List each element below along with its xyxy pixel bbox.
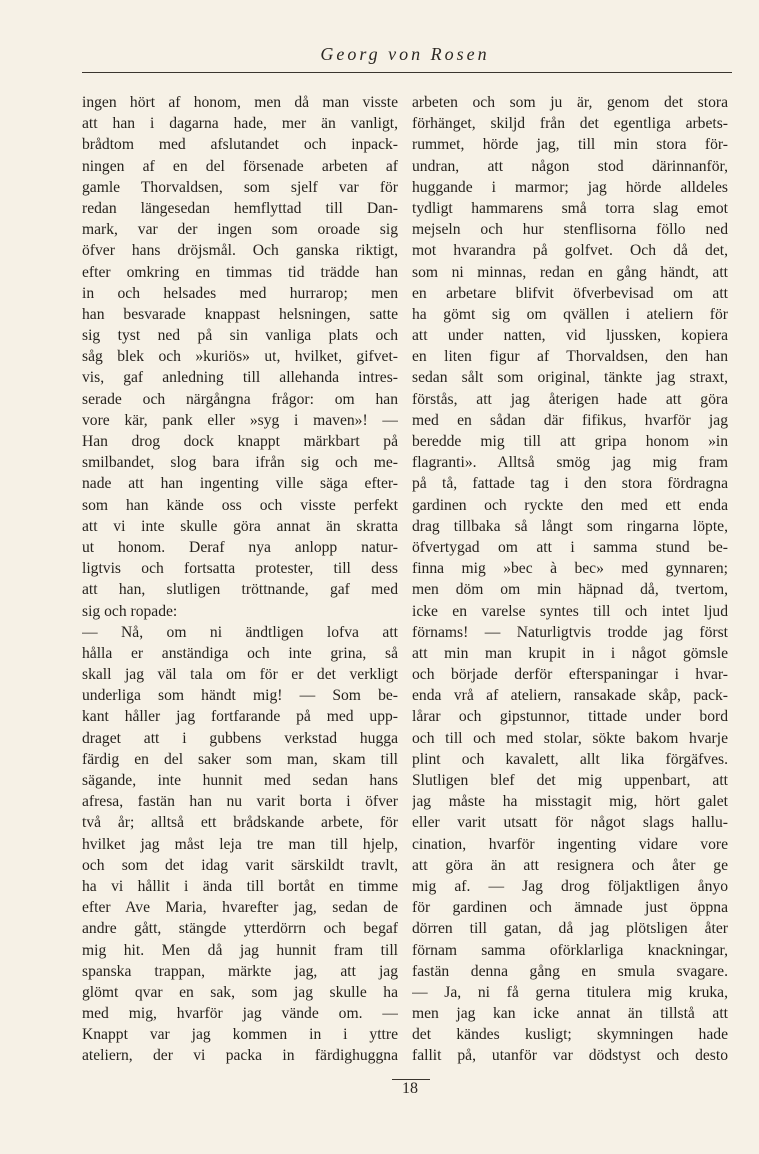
text-line: att han, slutligen tröttnande, gaf med bbox=[82, 581, 398, 599]
text-line: en arbetare blifvit öfverbevisad om att bbox=[412, 284, 728, 302]
text-line: och som det idag varit särskildt travlt, bbox=[82, 856, 398, 874]
text-line: in och helsades med hurrarop; men bbox=[82, 284, 398, 302]
text-line: två år; alltså ett brådskande arbete, för bbox=[82, 814, 398, 832]
text-line: ingen hört af honom, men då man visste bbox=[82, 94, 398, 111]
text-line: gardinen och ryckte den med ett enda bbox=[412, 496, 728, 514]
text-line: Han drog dock knappt märkbart på bbox=[82, 433, 398, 450]
text-line: att göra än att resignera och åter ge bbox=[412, 856, 728, 874]
text-line: förstås, att jag återigen hade att göra bbox=[412, 390, 728, 408]
text-line: färdig en del saker som man, skam till bbox=[82, 750, 398, 768]
text-line: finna mig »bec à bec» med gynnaren; bbox=[412, 560, 728, 578]
text-line: ut honom. Deraf nya anlopp natur- bbox=[82, 538, 398, 556]
text-line: vore kär, pank eller »syg i maven»! — bbox=[82, 411, 398, 429]
text-line: det kändes kusligt; skymningen hade bbox=[412, 1026, 728, 1044]
text-line: jag måste ha misstagit mig, hört galet bbox=[412, 793, 728, 811]
text-line: serade och närgångna frågor: om han bbox=[82, 390, 398, 408]
text-line: lårar och gipstunnor, tittade under bord bbox=[412, 708, 728, 726]
header-rule bbox=[82, 72, 732, 73]
text-line: spanska trappan, märkte jag, att jag bbox=[82, 962, 398, 980]
text-line: icke en varelse syntes till och intet ljud bbox=[412, 602, 728, 620]
text-line: huggande i marmor; jag hörde alldeles bbox=[412, 178, 728, 196]
text-line: Knappt var jag kommen in i yttre bbox=[82, 1026, 398, 1044]
text-line: beredde mig till att gripa honom »in bbox=[412, 433, 728, 450]
text-column-right bbox=[412, 92, 728, 1067]
text-line: drag tillbaka så långt som ringarna löpte, bbox=[412, 517, 728, 535]
text-line: för gardinen och ämnade just öppna bbox=[412, 899, 728, 917]
text-line: — Ja, ni få gerna titulera mig kruka, bbox=[412, 983, 728, 1001]
text-line: enda vrå af ateliern, ransakade skåp, pack- bbox=[412, 687, 728, 705]
text-line: mark, var der ingen som oroade sig bbox=[82, 221, 398, 239]
page-number: 18 bbox=[402, 1080, 418, 1097]
text-line: hålla er anständiga och inte grina, så bbox=[82, 644, 398, 662]
text-line: såg blek och »kuriös» ut, hvilket, gifvet- bbox=[82, 348, 398, 366]
text-line: förnams! — Naturligtvis trodde jag först bbox=[412, 623, 728, 641]
text-line: nade att han ingenting ville säga efter- bbox=[82, 475, 398, 493]
text-line: ha vi hållit i ända till bortåt en timme bbox=[82, 877, 398, 895]
text-line: undran, att någon stod därinnanför, bbox=[412, 157, 728, 175]
text-line: sägande, inte hunnit med sedan hans bbox=[82, 772, 398, 789]
text-line: på tå, fattade tag i den stora fördragna bbox=[412, 475, 728, 493]
text-line: plint och kavalett, allt lika förgäfves. bbox=[412, 750, 728, 768]
text-line: en liten figur af Thorvaldsen, den han bbox=[412, 348, 728, 366]
text-line: glömt qvar en sak, som jag skulle ha bbox=[82, 983, 398, 1001]
text-line: rummet, hörde jag, till min stora för- bbox=[412, 136, 728, 154]
running-head: Georg von Rosen bbox=[320, 44, 490, 64]
text-line: redan längesedan hemflyttad till Dan- bbox=[82, 199, 398, 217]
text-line: att vi inte skulle göra annat än skratta bbox=[82, 517, 398, 535]
text-line: Slutligen blef det mig uppenbart, att bbox=[412, 772, 728, 789]
text-line: fastän denna gång en smula svagare. bbox=[412, 962, 728, 980]
text-line: eller varit utsatt för något slags hallu- bbox=[412, 814, 728, 832]
text-line: med en sådan där fifikus, hvarför jag bbox=[412, 411, 728, 429]
text-line: som ni minnas, redan en gång händt, att bbox=[412, 263, 728, 281]
text-line: som han kände oss och visste perfekt bbox=[82, 496, 398, 514]
text-line: förhänget, skiljd från det egentliga arbets- bbox=[412, 115, 728, 133]
text-line: förnam samma oförklarliga knackningar, bbox=[412, 941, 728, 959]
text-line: flagranti». Alltså smög jag mig fram bbox=[412, 454, 728, 472]
text-line: ningen af en del försenade arbeten af bbox=[82, 157, 398, 175]
text-line: ha gömt sig om qvällen i ateliern för bbox=[412, 305, 728, 323]
text-line: mejseln och hur stenflisorna föllo ned bbox=[412, 221, 728, 239]
text-line: ligtvis och fortsatta protester, till dess bbox=[82, 560, 398, 578]
text-line: draget att i gubbens verkstad hugga bbox=[82, 729, 398, 747]
text-line: och till och med stolar, sökte bakom hvarje bbox=[412, 729, 728, 747]
text-line: hvilket jag måst leja tre man till hjelp, bbox=[82, 835, 398, 853]
text-line: brådtom med afslutandet och inpack- bbox=[82, 136, 398, 154]
text-line: tydligt hammarens små torra slag emot bbox=[412, 199, 728, 217]
text-column-left bbox=[82, 92, 398, 1067]
text-line: andre gått, stängde ytterdörrn och begaf bbox=[82, 920, 398, 938]
text-line: cination, hvarför ingenting vidare vore bbox=[412, 835, 728, 853]
text-line: mig af. — Jag drog följaktligen ånyo bbox=[412, 877, 728, 895]
text-line: ateliern, der vi packa in färdighuggna bbox=[82, 1047, 398, 1065]
text-line: men jag kan icke annat än tillstå att bbox=[412, 1005, 728, 1023]
text-line: smilbandet, slog bara ifrån sig och me- bbox=[82, 454, 398, 472]
text-line: öfver hans dröjsmål. Och ganska riktigt, bbox=[82, 242, 398, 260]
text-line: mig hit. Men då jag hunnit fram till bbox=[82, 941, 398, 959]
text-line: han besvarade knappast helsningen, satte bbox=[82, 305, 398, 323]
text-line: — Nå, om ni ändtligen lofva att bbox=[82, 623, 398, 641]
text-line: efter omkring en timmas tid trädde han bbox=[82, 263, 398, 281]
text-line: att han i dagarna hade, mer än vanligt, bbox=[82, 115, 398, 133]
text-line: öfvertygad om att i samma stund be- bbox=[412, 538, 728, 556]
text-line: kant håller jag fortfarande på med upp- bbox=[82, 708, 398, 726]
text-line: arbeten och som ju är, genom det stora bbox=[412, 94, 728, 111]
text-line: mot hvarandra på golfvet. Och då det, bbox=[412, 242, 728, 260]
text-line: men döm om min häpnad då, tvertom, bbox=[412, 581, 728, 599]
text-line: efter Ave Maria, hvarefter jag, sedan de bbox=[82, 899, 398, 917]
text-line: dörren till gatan, då jag plötsligen åter bbox=[412, 920, 728, 938]
text-line: fallit på, utanför var dödstyst och desto bbox=[412, 1047, 728, 1065]
text-line: sedan sålt som original, tänkte jag straxt, bbox=[412, 369, 728, 387]
text-line: skall jag väl tala om för er det verkligt bbox=[82, 666, 398, 684]
text-line: att min man krupit in i något gömsle bbox=[412, 644, 728, 662]
text-line: att under natten, vid ljussken, kopiera bbox=[412, 327, 728, 345]
text-line: vis, gaf anledning till allehanda intres- bbox=[82, 369, 398, 387]
text-line: underliga som händt mig! — Som be- bbox=[82, 687, 398, 705]
text-line: afresa, fastän han nu varit borta i öfver bbox=[82, 793, 398, 811]
text-line: med mig, hvarför jag vände om. — bbox=[82, 1005, 398, 1023]
text-line: gamle Thorvaldsen, som sjelf var för bbox=[82, 178, 398, 196]
text-line: sig och ropade: bbox=[82, 602, 178, 620]
text-line: sig tyst ned på sin vanliga plats och bbox=[82, 327, 398, 345]
text-line: och började derför efterspaningar i hvar- bbox=[412, 666, 728, 684]
